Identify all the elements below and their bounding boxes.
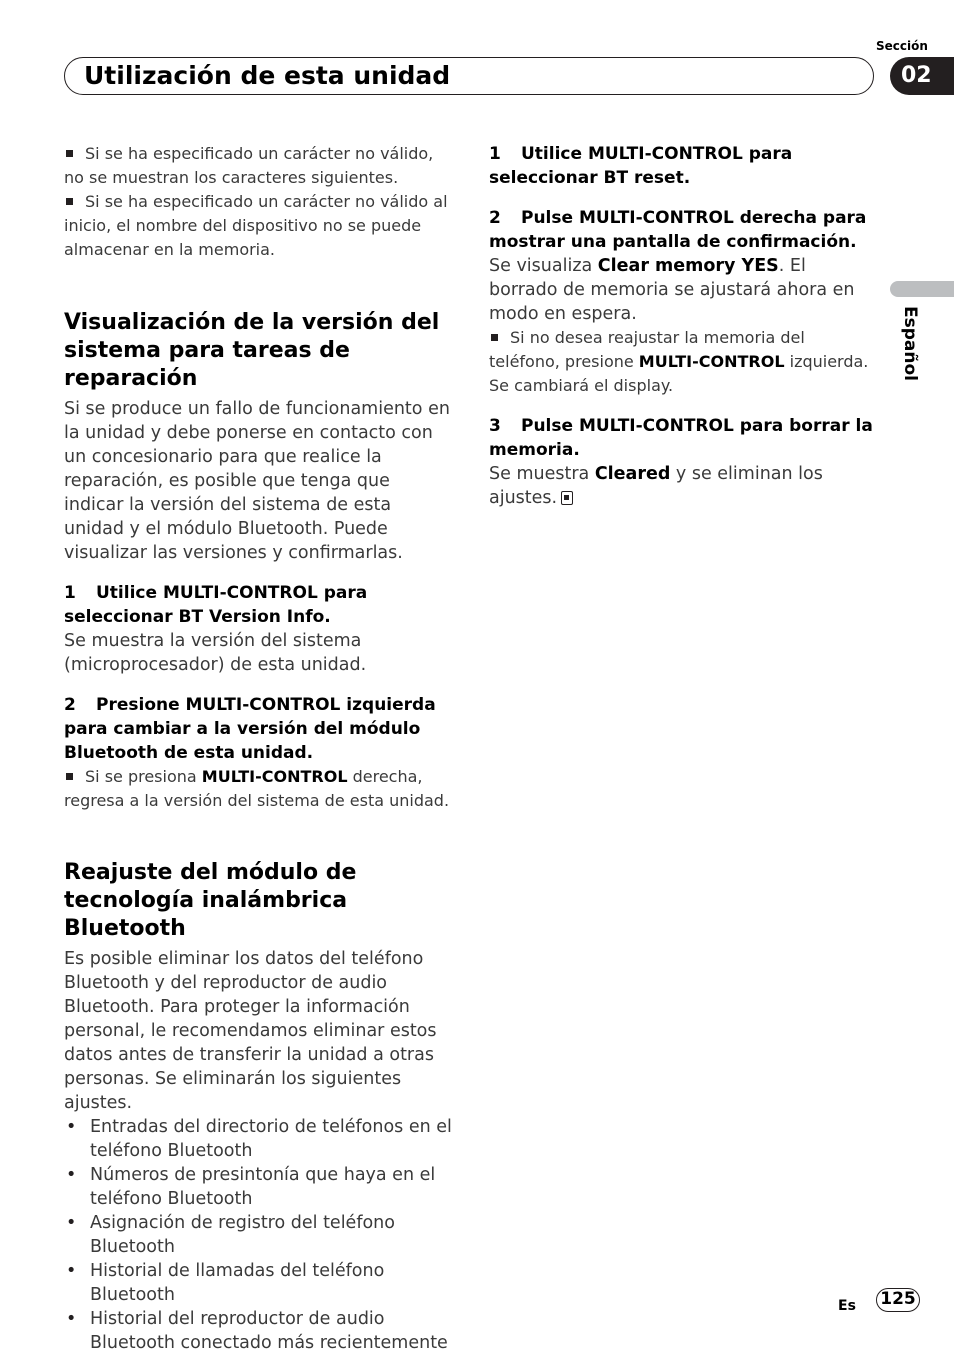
heading-version-display: Visualización de la versión del sistema para tareas de reparación (64, 310, 440, 391)
right-step-2-body: Se visualiza Clear memory YES. El borrado de memoria se ajustará ahora en modo en espera. (489, 256, 855, 324)
page-number: 125 (876, 1288, 920, 1312)
list-item: • Historial de llamadas del teléfono Bluetooth (64, 1259, 454, 1307)
heading-bluetooth-reset: Reajuste del módulo de tecnología inalámbrica Bluetooth (64, 860, 357, 941)
square-bullet-icon (66, 198, 73, 205)
right-step-1: 1 Utilice MULTI-CONTROL para seleccionar BT reset. (489, 144, 793, 188)
left-step-1: 1 Utilice MULTI-CONTROL para seleccionar BT Version Info. (64, 583, 368, 627)
right-step-3: 3 Pulse MULTI-CONTROL para borrar la memoria. (489, 416, 873, 460)
left-column (64, 142, 454, 1355)
section-number-badge: 02 (890, 57, 954, 95)
end-of-section-icon (561, 491, 573, 505)
left-step-2: 2 Presione MULTI-CONTROL izquierda para cambiar a la versión del módulo Bluetooth de esta unidad. (64, 695, 436, 763)
page-title: Utilización de esta unidad (84, 61, 451, 90)
note-invalid-start: Si se ha especificado un carácter no válido al inicio, el nombre del dispositivo no se puede almacenar en la memoria. (64, 192, 448, 259)
section-label: Sección (876, 39, 928, 53)
list-item: • Números de presintonía que haya en el teléfono Bluetooth (64, 1163, 454, 1211)
list-item: • Asignación de registro del teléfono Bluetooth (64, 1211, 454, 1259)
square-bullet-icon (66, 773, 73, 780)
list-item: • Entradas del directorio de teléfonos en el teléfono Bluetooth (64, 1115, 454, 1163)
right-step-3-body: Se muestra Cleared y se eliminan los ajustes. (489, 464, 823, 508)
version-intro: Si se produce un fallo de funcionamiento en la unidad y debe ponerse en contacto con un concesionario para que realice la reparación, es posible que tenga que indicar la versión del sistema de esta unidad y el módulo Bluetooth. Puede visualizar las versiones y confirmarlas. (64, 399, 450, 563)
right-column (489, 142, 879, 510)
right-step-2-note: Si no desea reajustar la memoria del teléfono, presione MULTI-CONTROL izquierda. Se cambiará el display. (489, 328, 869, 395)
square-bullet-icon (491, 334, 498, 341)
reset-settings-list (64, 1115, 454, 1355)
footer-language-code: Es (838, 1298, 856, 1314)
language-label: Español (900, 306, 920, 381)
note-invalid-char: Si se ha especificado un carácter no válido, no se muestran los caracteres siguientes. (64, 144, 434, 187)
bluetooth-reset-intro: Es posible eliminar los datos del teléfono Bluetooth y del reproductor de audio Bluetooth. Para proteger la información personal, le recomendamos eliminar estos datos antes de transferir la unidad a otras personas. Se eliminarán los siguientes ajustes. (64, 949, 437, 1113)
list-item: • Historial del reproductor de audio Bluetooth conectado más recientemente (64, 1307, 454, 1355)
right-step-2: 2 Pulse MULTI-CONTROL derecha para mostrar una pantalla de confirmación. (489, 208, 867, 252)
square-bullet-icon (66, 150, 73, 157)
left-step-1-body: Se muestra la versión del sistema (microprocesador) de esta unidad. (64, 631, 367, 675)
language-tab (890, 281, 954, 297)
left-step-2-note: Si se presiona MULTI-CONTROL derecha, regresa a la versión del sistema de esta unidad. (64, 767, 450, 810)
